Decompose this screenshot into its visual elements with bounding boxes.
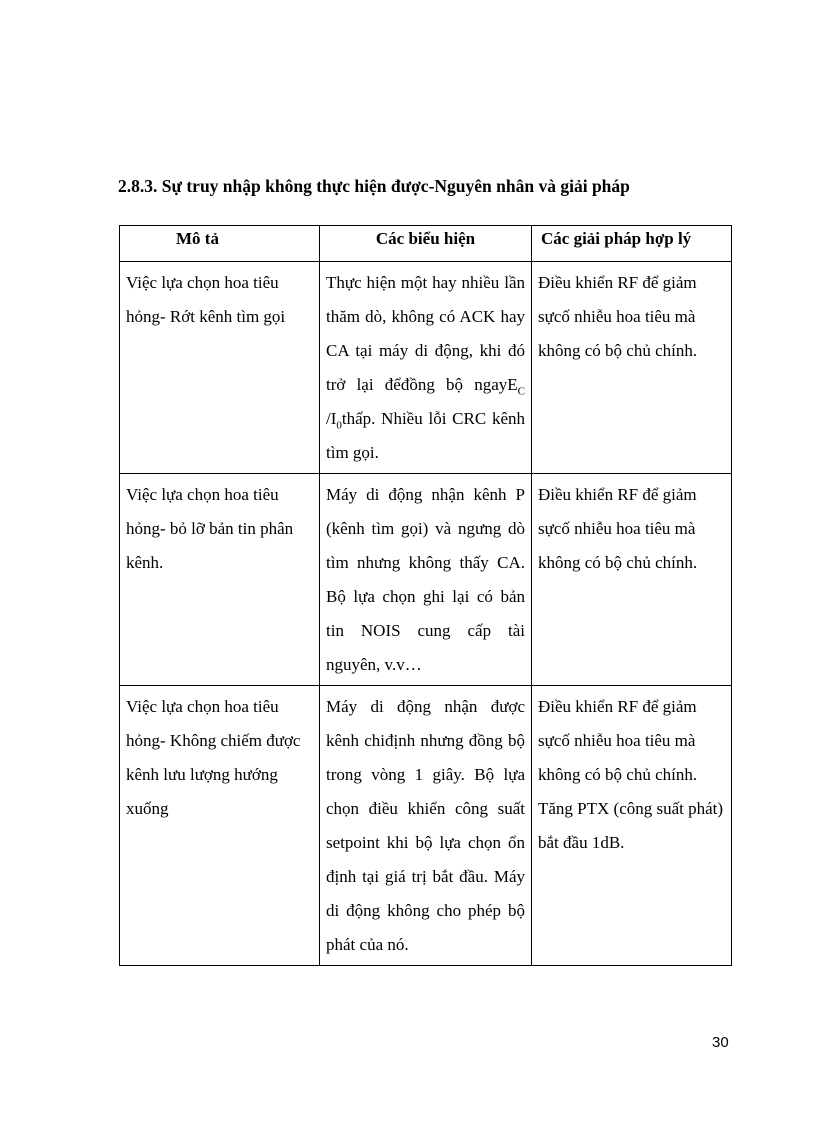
page-number: 30 — [712, 1034, 729, 1051]
row-3-symptoms: Máy di động nhận được kênh chiđịnh nhưng đồng bộ trong vòng 1 giây. Bộ lựa chọn điều khiển công suất setpoint khi bộ lựa chọn ổn định tại giá trị bắt đầu. Máy di động không cho phép bộ phát của nó. — [320, 686, 532, 966]
row-3-description: Việc lựa chọn hoa tiêu hỏng- Không chiếm được kênh lưu lượng hướng xuống — [120, 686, 320, 966]
header-description: Mô tả — [120, 226, 320, 262]
table-row — [120, 474, 732, 686]
table-row — [120, 686, 732, 966]
row-1-sub-c: C — [517, 385, 525, 398]
row-2-symptoms: Máy di động nhận kênh P (kênh tìm gọi) và ngưng dò tìm nhưng không thấy CA. Bộ lựa chọn ghi lại có bản tin NOIS cung cấp tài nguyên, v.v… — [320, 474, 532, 686]
row-2-solution: Điều khiển RF để giảm sựcố nhiễu hoa tiêu mà không có bộ chủ chính. — [532, 474, 732, 686]
row-1-description: Việc lựa chọn hoa tiêu hỏng- Rớt kênh tìm gọi — [120, 262, 320, 474]
table-row — [120, 262, 732, 474]
row-1-solution: Điều khiển RF để giảm sựcố nhiễu hoa tiêu mà không có bộ chủ chính. — [532, 262, 732, 474]
row-1-symptoms-text-2: /I — [326, 409, 337, 428]
row-2-description: Việc lựa chọn hoa tiêu hỏng- bỏ lỡ bản tin phân kênh. — [120, 474, 320, 686]
header-symptoms: Các biểu hiện — [320, 226, 532, 262]
row-1-symptoms — [320, 262, 532, 474]
row-1-symptoms-text: Thực hiện một hay nhiều lần thăm dò, không có ACK hay CA tại máy di động, khi đó trở lại đểđồng bộ ngayE — [326, 273, 525, 394]
issues-table — [119, 225, 732, 966]
section-heading: 2.8.3. Sự truy nhập không thực hiện được-Nguyên nhân và giải pháp — [118, 176, 630, 196]
row-1-sub-0: 0 — [336, 419, 342, 432]
table-header-row — [120, 226, 732, 262]
row-3-solution: Điều khiển RF để giảm sựcố nhiễu hoa tiêu mà không có bộ chủ chính. Tăng PTX (công suất phát) bắt đầu 1dB. — [532, 686, 732, 966]
row-1-symptoms-text-3: thấp. Nhiều lỗi CRC kênh tìm gọi. — [326, 409, 525, 462]
header-solutions: Các giải pháp hợp lý — [532, 226, 732, 262]
